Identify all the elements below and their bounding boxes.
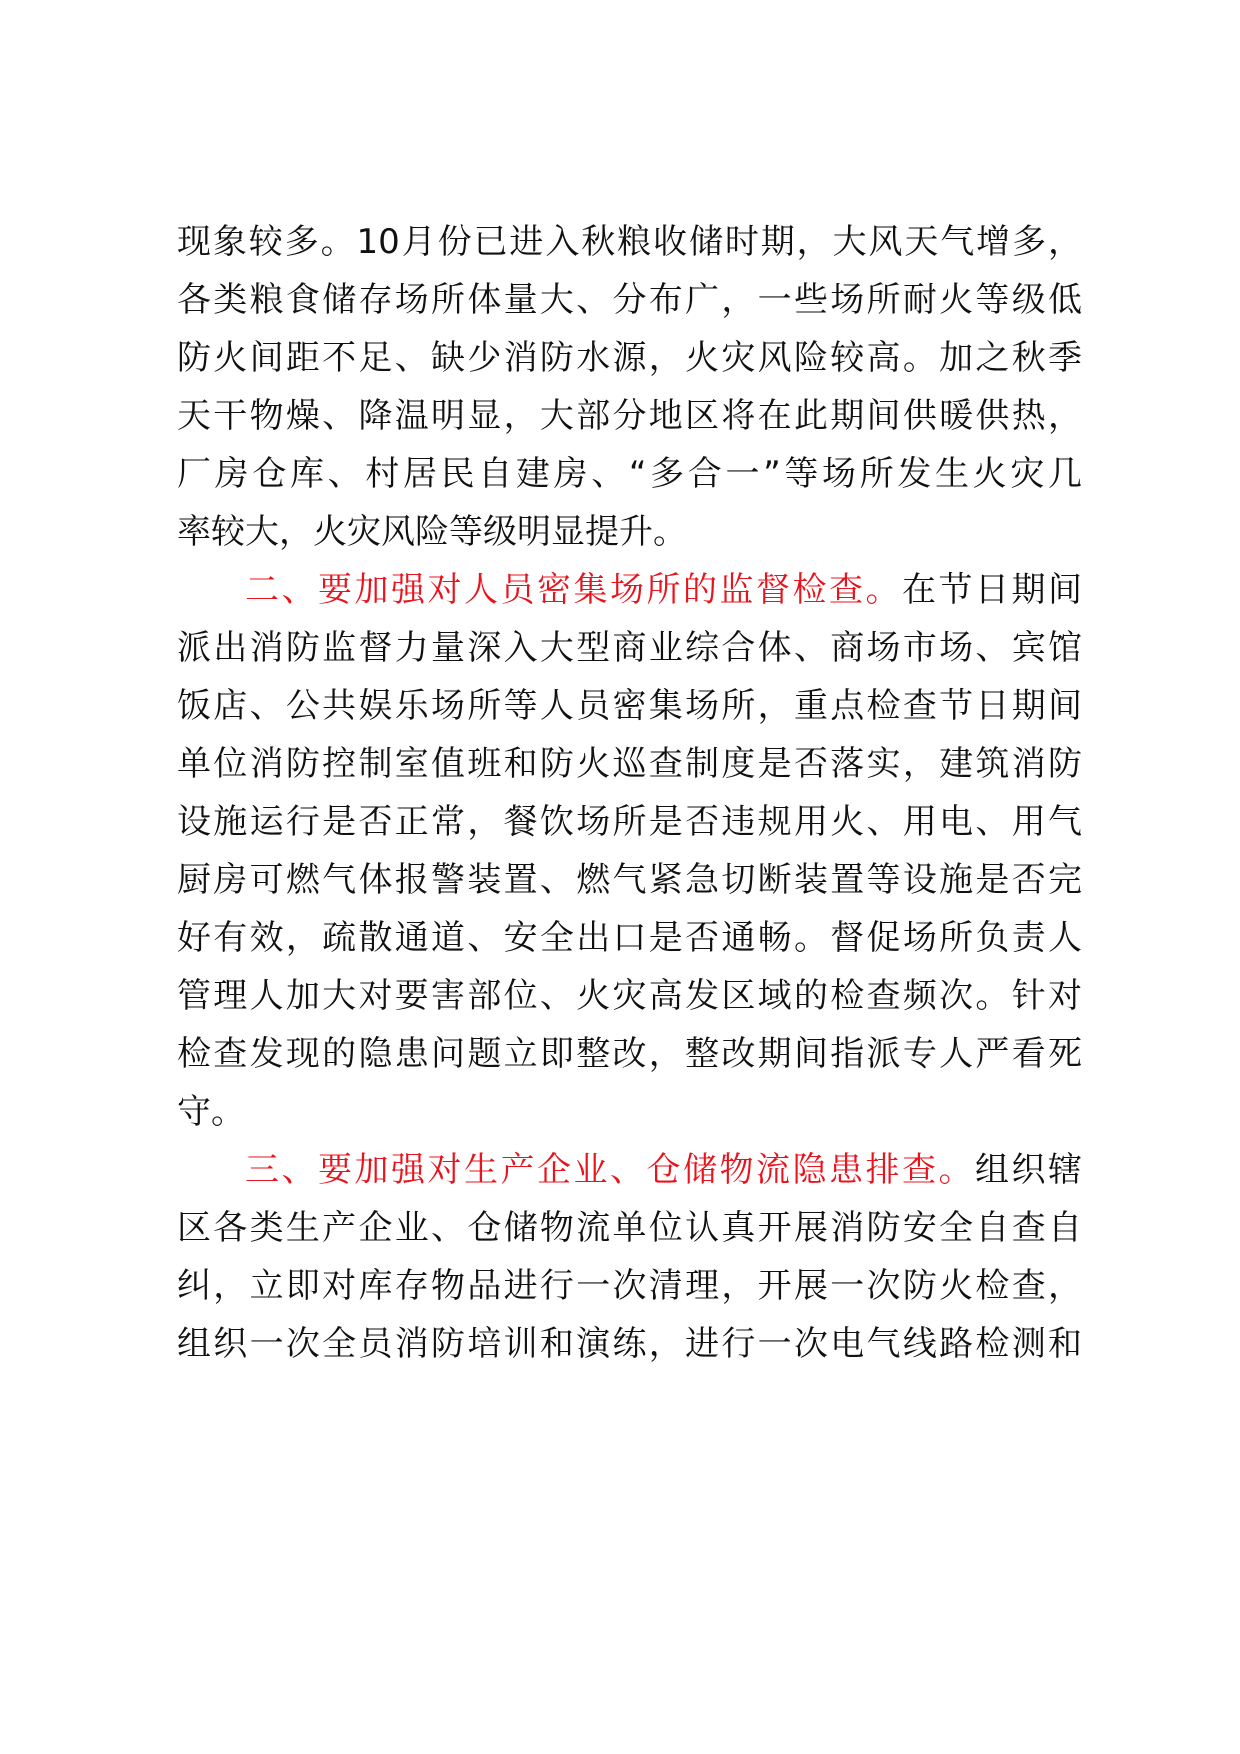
section-2-first-line bbox=[245, 570, 1082, 610]
body-text-line: 天干物燥、降温明显，大部分地区将在此期间供暖供热， bbox=[177, 396, 1082, 436]
body-text-line: 率较大，火灾风险等级明显提升。 bbox=[177, 512, 687, 552]
body-text-line: 饭店、公共娱乐场所等人员密集场所，重点检查节日期间 bbox=[177, 686, 1082, 726]
body-text-line: 厂房仓库、村居民自建房、“多合一”等场所发生火灾几 bbox=[177, 454, 1082, 494]
body-text-line: 单位消防控制室值班和防火巡查制度是否落实，建筑消防 bbox=[177, 744, 1082, 784]
section-2-heading: 二、要加强对人员密集场所的监督检查。 bbox=[245, 570, 902, 610]
section-3-first-line-rest: 组织辖 bbox=[975, 1150, 1082, 1190]
body-text-line: 各类粮食储存场所体量大、分布广，一些场所耐火等级低 bbox=[177, 280, 1082, 320]
body-text-line: 厨房可燃气体报警装置、燃气紧急切断装置等设施是否完 bbox=[177, 860, 1082, 900]
section-2-first-line-rest: 在节日期间 bbox=[902, 570, 1082, 610]
body-text-line: 防火间距不足、缺少消防水源，火灾风险较高。加之秋季 bbox=[177, 338, 1082, 378]
body-text-line: 设施运行是否正常，餐饮场所是否违规用火、用电、用气 bbox=[177, 802, 1082, 842]
section-3-first-line bbox=[245, 1150, 1082, 1190]
section-3-heading: 三、要加强对生产企业、仓储物流隐患排查。 bbox=[245, 1150, 975, 1190]
body-text-line: 好有效，疏散通道、安全出口是否通畅。督促场所负责人 bbox=[177, 918, 1082, 958]
body-text-line: 区各类生产企业、仓储物流单位认真开展消防安全自查自 bbox=[177, 1208, 1082, 1248]
body-text-line: 纠，立即对库存物品进行一次清理，开展一次防火检查， bbox=[177, 1266, 1082, 1306]
body-text-line: 守。 bbox=[177, 1092, 245, 1132]
body-text-line: 管理人加大对要害部位、火灾高发区域的检查频次。针对 bbox=[177, 976, 1082, 1016]
body-text-line: 派出消防监督力量深入大型商业综合体、商场市场、宾馆 bbox=[177, 628, 1082, 668]
body-text-line: 现象较多。10月份已进入秋粮收储时期，大风天气增多， bbox=[177, 222, 1082, 262]
body-text-line: 检查发现的隐患问题立即整改，整改期间指派专人严看死 bbox=[177, 1034, 1082, 1074]
body-text-line: 组织一次全员消防培训和演练，进行一次电气线路检测和 bbox=[177, 1324, 1082, 1364]
